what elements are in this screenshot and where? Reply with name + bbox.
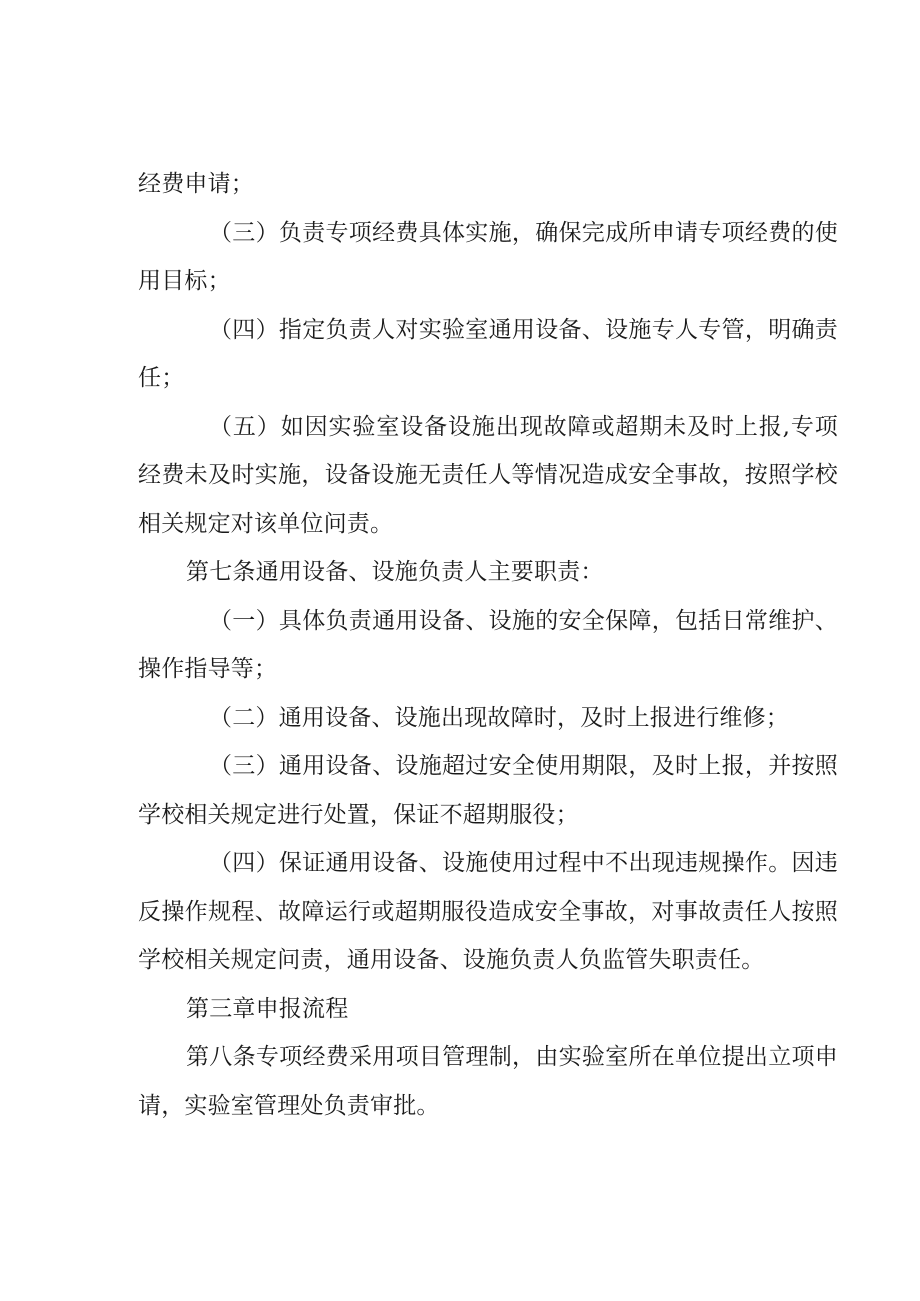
article-seven-heading: 第七条通用设备、设施负责人主要职责： xyxy=(186,559,604,585)
chapter-three-heading: 第三章申报流程 xyxy=(186,995,349,1022)
paragraph-item-three: （三）负责专项经费具体实施，确保完成所申请专项经费的使用目标； xyxy=(138,219,838,294)
paragraph-continuation: 经费申请； xyxy=(138,171,254,197)
document-body xyxy=(138,160,838,1130)
article-eight: 第八条专项经费采用项目管理制，由实验室所在单位提出立项申请，实验室管理处负责审批。 xyxy=(138,1044,838,1119)
paragraph-item-five: （五）如因实验室设备设施出现故障或超期未及时上报,专项经费未及时实施，设备设施无责任人等情况造成安全事故，按照学校相关规定对该单位问责。 xyxy=(138,413,838,537)
paragraph-item-three-b: （三）通用设备、设施超过安全使用期限，及时上报，并按照学校相关规定进行处置，保证不超期服役； xyxy=(138,753,838,828)
paragraph-item-four-b: （四）保证通用设备、设施使用过程中不出现违规操作。因违反操作规程、故障运行或超期服役造成安全事故，对事故责任人按照学校相关规定问责，通用设备、设施负责人负监管失职责任。 xyxy=(138,850,838,973)
paragraph-item-four: （四）指定负责人对实验室通用设备、设施专人专管，明确责任； xyxy=(138,316,838,391)
paragraph-item-one: （一）具体负责通用设备、设施的安全保障，包括日常维护、操作指导等； xyxy=(138,607,838,682)
paragraph-item-two: （二）通用设备、设施出现故障时，及时上报进行维修； xyxy=(209,704,789,731)
